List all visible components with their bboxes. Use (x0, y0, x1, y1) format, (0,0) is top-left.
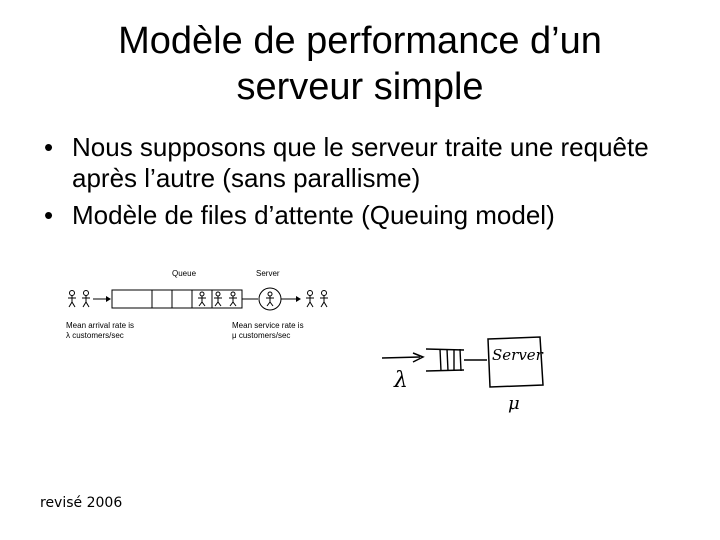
sketch-lambda-label: λ (394, 368, 408, 393)
service-rate-line2: μ customers/sec (232, 331, 291, 340)
arrival-rate-line2: λ customers/sec (66, 331, 124, 340)
footer-revision: revisé 2006 (40, 495, 123, 511)
service-rate-line1: Mean service rate is (232, 321, 304, 330)
title-line-2: serveur simple (236, 66, 484, 108)
arrival-rate-line1: Mean arrival rate is (66, 321, 135, 330)
arriving-customers-icon (68, 291, 90, 308)
bullet-icon: • (44, 132, 54, 162)
bullet-text: Nous supposons que le serveur traite une requête après l’autre (sans parallisme) (72, 132, 649, 193)
queue-label: Queue (172, 269, 197, 278)
sketch-mu-label: μ (508, 393, 520, 414)
queue-model-diagram (60, 265, 360, 345)
hand-sketch-diagram (380, 325, 560, 415)
queue-buffer (112, 290, 242, 308)
sketch-arrival-arrow (382, 357, 420, 358)
bullet-item (40, 200, 690, 231)
server-label: Server (256, 269, 280, 278)
bullet-list (40, 132, 690, 237)
queued-customers-icon (198, 292, 237, 306)
bullet-icon: • (44, 200, 54, 230)
title-line-1: Modèle de performance d’un (118, 20, 602, 62)
bullet-text: Modèle de files d’attente (Queuing model) (72, 200, 555, 230)
sketch-server-label: Server (492, 346, 543, 364)
bullet-item (40, 132, 690, 194)
departing-customers-icon (306, 291, 328, 308)
slide-title (40, 18, 680, 110)
arrow-head-icon (106, 296, 111, 302)
sketch-queue (426, 349, 464, 371)
server-icon (259, 288, 281, 310)
arrow-head-icon (296, 296, 301, 302)
